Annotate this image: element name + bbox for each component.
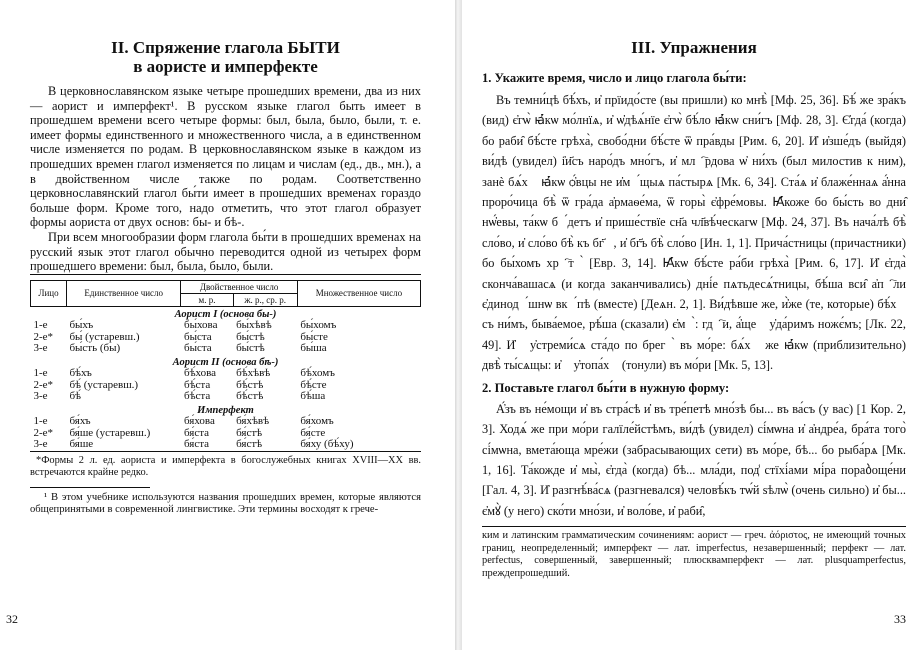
table-row — [31, 439, 421, 451]
section-title-cell: Аорист I (основа бы-) — [174, 308, 277, 320]
table-cell: бы́ (устаревш.) — [69, 330, 140, 343]
table-cell: 2-е* — [33, 378, 54, 391]
table-cell: 3-е — [33, 390, 48, 403]
table-cell: бя́ше — [69, 438, 94, 451]
title-line-1: II. Спряжение глагола БЫТИ — [111, 38, 340, 57]
table-cell: 2-е* — [33, 426, 54, 439]
table-cell: бя́хъ — [69, 415, 91, 428]
table-cell: бѣ́ — [69, 390, 82, 403]
table-cell: бы́хѣвѣ — [236, 319, 272, 332]
table-cell: бѣ́хъ — [69, 367, 92, 380]
table-cell: 3-е — [33, 438, 48, 451]
task-2-heading: 2. Поставьте глагол бы́ти в нужную форму: — [482, 380, 730, 395]
table-cell: бы́хова — [183, 319, 218, 332]
left-page-title — [30, 38, 421, 76]
footnote-divider — [30, 487, 150, 488]
table-cell: 1-е — [33, 319, 48, 332]
table-cell: бы́хомъ — [300, 319, 337, 332]
table-cell: 2-е* — [33, 330, 54, 343]
section-title-cell: Аорист II (основа бѣ-) — [172, 356, 279, 368]
header-singular: Единственное число — [66, 280, 181, 306]
paragraph-intro: В церковнославянском языке четыре прошедших времени, два из них — аорист и имперфект¹. В русском языке глагол быть имеет в прошедшем времени всего четыре формы: был, была, было, были, т. е. имеет формы единственного и множественного числа, а в единственном числе изменяется по родам. В церковнославянском языке в каждом из прошедших времен глагол изменяется по лицам и числам (ед., дв., мн.), а в двойственном числе также по родам. Соответственно церковнославянский глагол бы́ти имеет в прошедших временах гораздо больше форм. Кроме того, надо отметить, что этот глагол образует формы аориста от двух основ: бы- и бѣ-. — [30, 84, 421, 230]
table-cell: бѣ́хомъ — [300, 367, 335, 380]
table-cell: бя́ста — [183, 426, 210, 439]
title-line-2: в аористе и имперфекте — [133, 57, 318, 76]
table-row — [31, 416, 421, 428]
table-row — [31, 368, 421, 380]
conjugation-table — [30, 280, 421, 451]
conjugation-table-body — [31, 306, 421, 451]
table-row — [31, 380, 421, 392]
table-cell: бѣ́стѣ — [236, 378, 264, 391]
book-spine — [455, 0, 462, 650]
table-row — [31, 343, 421, 355]
table-cell: бѣ́ (устаревш.) — [69, 378, 139, 391]
table-cell: бы́хъ — [69, 319, 94, 332]
footnote-continuation: ким и латинским грамматическим сочинениям: аорист — греч. ἀόριστος, не имеющий точных границ, неопределенный; имперфект — лат. imperfectus, незавершенный; перфект — лат. perfectus, совершенный, завершенный; плюсквамперфект — лат. plusquamperfectus, преждепрошедший. — [482, 526, 906, 580]
table-cell: бѣ́ста — [183, 390, 211, 403]
table-cell: бѣ́ша — [300, 390, 326, 403]
table-cell: бя́стѣ — [236, 438, 263, 451]
page-number-right: 33 — [894, 612, 906, 626]
paragraph-translation: При всем многообразии форм глагола бы́ти в прошедших временах на русский язык этот глагол обычно переводится одной из четырех форм прошедшего времени: был, была, было, были. — [30, 229, 421, 274]
right-page-title: III. Упражнения — [631, 38, 757, 57]
table-cell: бя́ху (бѣ́ху) — [300, 438, 354, 451]
table-cell: бы́стѣ — [236, 330, 265, 343]
header-dual-masc: м. р. — [181, 293, 233, 306]
header-plural: Множественное число — [297, 280, 420, 306]
footnote: ¹ В этом учебнике используются названия прошедших времен, которые являются общепринятыми в современной лингвистике. Эти термины восходят к грече- — [30, 491, 421, 516]
header-dual-fem-neut: ж. р., ср. р. — [233, 293, 297, 306]
table-cell: бѣ́ста — [183, 378, 211, 391]
table-cell: 3-е — [33, 342, 48, 355]
table-cell: бя́сте — [300, 426, 326, 439]
table-cell: бы́сть (бы) — [69, 342, 121, 355]
header-dual: Двойственное число — [181, 280, 297, 293]
table-cell: бя́хомъ — [300, 415, 334, 428]
task-2-text: А҆́зъ въ не́мощи и҆ въ стра́сѣ и҆ въ тре́петѣ мно́зѣ бы... въ ва́съ (у вас) [1 Кор. 2, 3]. Ходѧ́ же при мо́ри галїле́йстѣмъ, ви́дѣ (увидел) сі́мѡна и҆ а҆ндре́а, бра́та того̀ сі́мѡна, вмета́юща мре́жи (забрасывающих сети) въ мо́ре, бѣ... бо рыба́рѧ [Мк. 1, 16]. Та́кожде и҆ мы̀, є҆гда̀ (когда) бѣ... мла́ди, под̾ стїхі́ами мі́ра пораბоще́ни [Гал. 4, 3]. И҆ разгнѣ́ва́сѧ (разгневался) человѣ́къ тѡ́й ѕѣлѡ̀ (очень сильно) и҆ бы... є҆мꙋ̀ (у него) ско́ти мно́зи, и҆ воло́ве, и҆ раби̑, — [482, 401, 906, 518]
table-cell: бѣ́стѣ — [236, 390, 264, 403]
table-cell: 1-е — [33, 367, 48, 380]
table-row — [31, 391, 421, 403]
table-cell: бы́стѣ — [236, 342, 265, 355]
conjugation-table-wrapper — [30, 274, 421, 452]
table-cell: бя́ста — [183, 438, 210, 451]
table-row — [31, 320, 421, 332]
header-person: Лицо — [31, 280, 67, 306]
table-cell: бѣ́сте — [300, 378, 327, 391]
table-cell: бы́сте — [300, 330, 328, 343]
table-cell: бя́ше (устаревш.) — [69, 426, 151, 439]
task-1-text: Въ темни́цѣ бѣ́хъ, и҆ прїидо́сте (вы пришли) ко мнѣ̀ [Мф. 25, 36]. Бѣ́ же зра́къ (вид) є҆гѡ̀ ꙗ҆́кѡ мо́лнїѧ, и҆ ѡ҆дѣѧ́нїе є҆гѡ̀ бѣ́ло ꙗ҆́кѡ сни́гъ [Мф. 28, 3]. Є҆гда́ (когда) бо раби̑ бѣ́сте грѣха̀, свобо́дни бѣ́сте ѿ пра́вды [Рим. 6, 20]. И҆ и҆зше́дъ (выйдя) ви́дѣ (увидел) і҆и҃съ наро́дъ мно́гъ, и҆ млⷭ҇рдова ѡ҆ ни́хъ (был милостив к ним), занѐ бѧ́хꙋ ꙗ҆́кѡ ѻ҆́вцы не и҆мꙋ́щыѧ па́стырѧ [Мк. 6, 34]. Ста́ѧ и҆ блаже́ннаѧ а҆́нна проро́чица бѣ̀ ѿ гра́да а҆рмаѳе́ма, ѿ горы̀ є҆фре́мовы. Ꙗ҆́коже бо бы́сть во дни̑ нѡ҆́евы, та́кѡ бꙋ́детъ и҆ прише́ствїе сн҃а чл҃вѣ́ческагѡ [Мф. 24, 37]. Въ нача́лѣ бѣ̀ сло́во, и҆ сло́во бѣ̀ къ бг҃ꙋ, и҆ бг҃ъ бѣ̀ сло́во [Ин. 1, 1]. Прича́стницы (причастники) бо бы́хомъ хрⷭ҇тꙋ̀ [Евр. 3, 14]. Ꙗ҆́кѡ бѣ́сте ра́би грѣха̀ [Рим. 6, 17]. И҆ є҆гда̀ сконча́вашасѧ (и когда заканчивались) дні́е пѧтьдесѧ́тницы, бѣ́ша вси̑ а҆пⷭ҇ли є҆динодꙋ́шнѡ вкꙋ́пѣ (вместе) [Деѧн. 2, 1]. Ви́дѣвше же, и҆̀же (те, которые) бѣ́хꙋ съ ни́мъ, быва́емое, рѣ́ша (сказали) є҆мꙋ̀: гдⷭ҇и, а҆́ще ᲂу҆да́римъ ножє́мъ; [Лк. 22, 49]. И҆ ᲂу҆стреми́сѧ ста́до по брегꙋ̀ въ мо́ре: бѧ́хꙋ же ꙗ҆́кѡ (приблизительно) двѣ̀ ты́сѧщы: и҆ ᲂу҆топа́хꙋ (тонули) въ мо́ри [Мк. 5, 13]. — [482, 93, 906, 373]
table-cell: бы́ша — [300, 342, 327, 355]
table-cell: бя́хѣвѣ — [236, 415, 270, 428]
table-cell: 1-е — [33, 415, 48, 428]
table-cell: бя́хова — [183, 415, 215, 428]
table-cell: бѣ́хѣвѣ — [236, 367, 271, 380]
section-title-cell: Имперфект — [197, 404, 254, 416]
page-number-left: 32 — [6, 612, 18, 626]
table-note: *Формы 2 л. ед. аориста и имперфекта в богослужебных книгах XVIII—XX вв. встречаются крайне редко. — [30, 454, 421, 478]
table-cell: бя́стѣ — [236, 426, 263, 439]
task-1-heading: 1. Укажите время, число и лицо глагола бы́ти: — [482, 71, 747, 85]
right-page — [462, 0, 920, 650]
table-cell: бы́ста — [183, 330, 212, 343]
left-page — [0, 0, 455, 650]
table-cell: бѣ́хова — [183, 367, 217, 380]
table-cell: бы́ста — [183, 342, 212, 355]
